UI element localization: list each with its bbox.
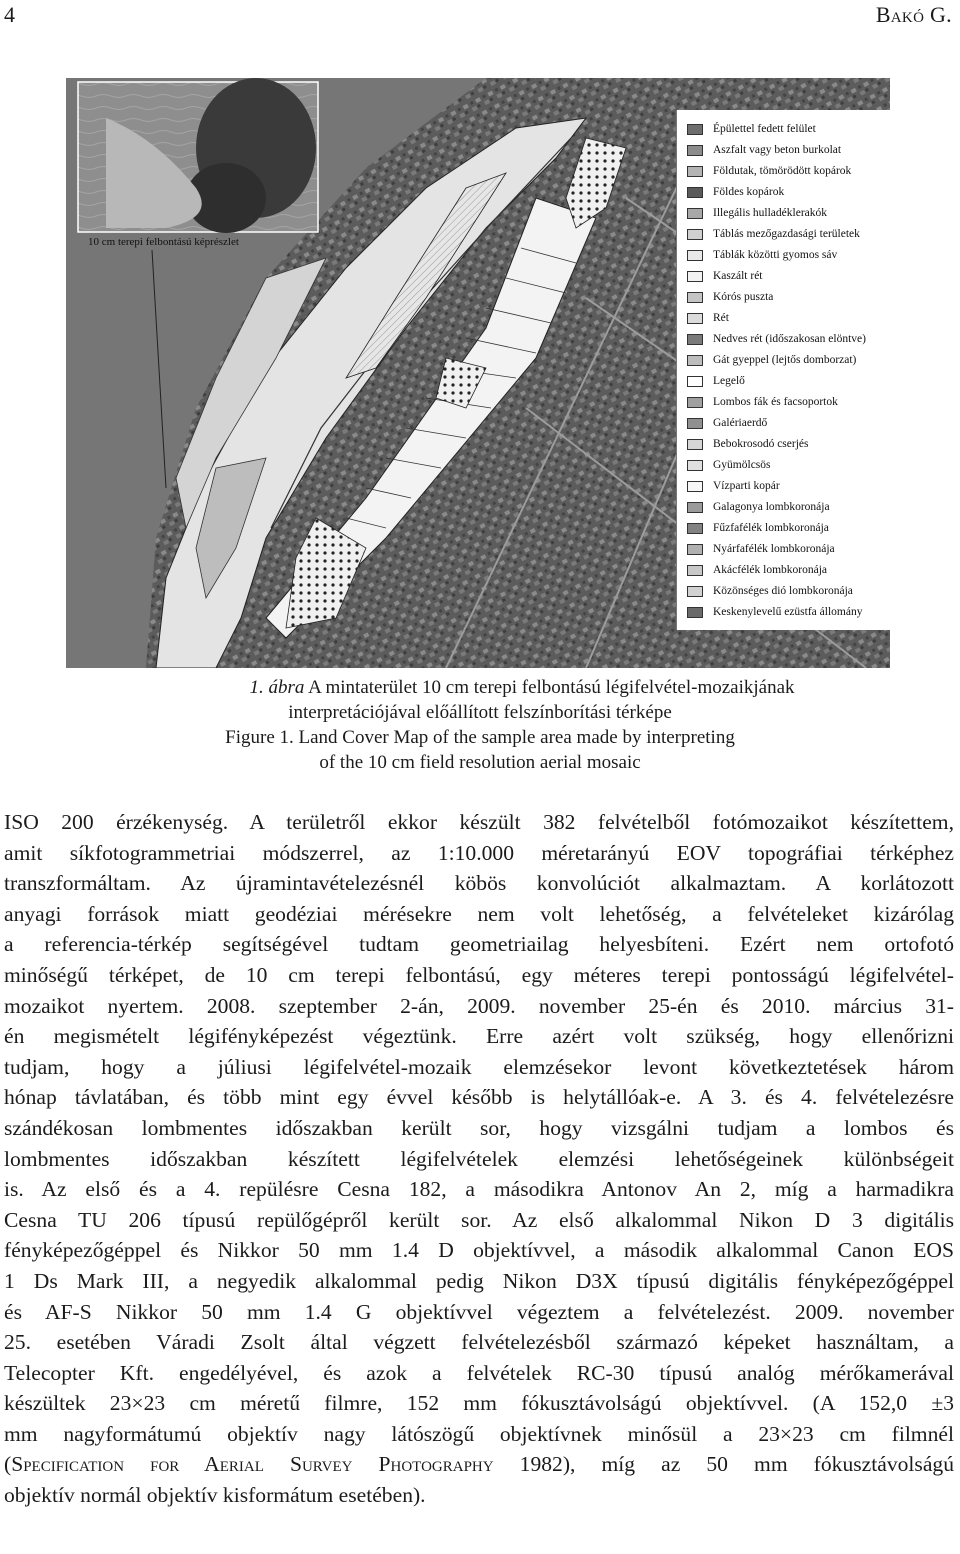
legend-swatch (687, 166, 703, 177)
text-line: transzformáltam. Az újramintavételezésnél köbös konvolúciót alkalmaztam. A korlátozott (4, 871, 954, 896)
text-line: és AF-S Nikkor 50 mm 1.4 G objektívvel végeztem a felvételezést. 2009. november (4, 1299, 954, 1324)
legend-swatch (687, 481, 703, 492)
legend-label: Fűzfafélék lombkoronája (713, 522, 829, 534)
caption-en-line2: of the 10 cm field resolution aerial mosaic (319, 752, 641, 773)
legend-label: Legelő (713, 375, 745, 387)
legend-swatch (687, 229, 703, 240)
legend-item (687, 246, 837, 264)
legend-label: Galagonya lombkoronája (713, 501, 830, 513)
legend-item (687, 204, 827, 222)
text-line: fényképezőgéppel és Nikkor 50 mm 1.4 D objektívvel, a második alkalommal Canon EOS (4, 1238, 954, 1263)
legend-swatch (687, 502, 703, 513)
legend-item (687, 435, 809, 453)
map-legend (676, 110, 890, 630)
legend-item (687, 603, 862, 621)
inset-label: 10 cm terepi felbontású képrészlet (88, 236, 239, 248)
legend-label: Gát gyeppel (lejtős domborzat) (713, 354, 857, 366)
legend-swatch (687, 565, 703, 576)
legend-item (687, 309, 729, 327)
caption-hu-label: 1. ábra (249, 677, 305, 698)
legend-swatch (687, 313, 703, 324)
text-line: minőségű térképet, de 10 cm terepi felbontású, egy méteres terepi pontosságú légifelvétel- (4, 962, 954, 987)
legend-label: Földes kopárok (713, 186, 785, 198)
legend-label: Kórós puszta (713, 291, 774, 303)
text-line: amit síkfotogrammetriai módszerrel, az 1:10.000 méretarányú EOV topográfiai térképhez (4, 840, 954, 865)
legend-item (687, 351, 856, 369)
legend-item (687, 414, 767, 432)
legend-label: Aszfalt vagy beton burkolat (713, 144, 842, 156)
legend-item (687, 141, 841, 159)
caption-hu-line2: interpretációjával előállított felszínborítási térképe (288, 702, 672, 723)
legend-item (687, 267, 763, 285)
legend-swatch (687, 124, 703, 135)
legend-item (687, 456, 771, 474)
caption-hu-text: A mintaterület 10 cm terepi felbontású légifelvétel-mozaikjának (304, 677, 795, 698)
text-line: anyagi források miatt geodéziai mérésekre nem volt lehetőség, a felvételeket kizárólag (4, 901, 954, 926)
land-cover-map-figure (66, 78, 890, 668)
text-line: 1 Ds Mark III, a negyedik alkalommal pedig Nikon D3X típusú digitális fényképezőgéppel (4, 1268, 954, 1293)
legend-label: Közönséges dió lombkoronája (713, 585, 853, 597)
text-line: 25. esetében Váradi Zsolt által végzett felvételezésből származó képeket használtam, a (4, 1330, 954, 1355)
caption-hu-line1 (0, 675, 960, 700)
text-line: hónap távlatában, és több mint egy évvel később is helytállóak-e. A 3. és 4. felvételezésre (4, 1085, 954, 1110)
legend-item (687, 183, 784, 201)
legend-item (687, 393, 838, 411)
legend-swatch (687, 376, 703, 387)
figure-caption (0, 675, 960, 775)
legend-swatch (687, 607, 703, 618)
legend-label: Galériaerdő (713, 417, 768, 429)
legend-label: Rét (713, 312, 729, 324)
legend-item (687, 162, 851, 180)
legend-swatch (687, 586, 703, 597)
legend-swatch (687, 355, 703, 366)
legend-swatch (687, 397, 703, 408)
text-line: készültek 23×23 cm méretű filmre, 152 mm fókusztávolságú objektívvel. (A 152,0 ±3 (4, 1391, 954, 1416)
legend-label: Gyümölcsös (713, 459, 771, 471)
citation-title: Specification for Aerial Survey Photography (11, 1452, 494, 1477)
legend-label: Akácfélék lombkoronája (713, 564, 827, 576)
caption-en-line1: Figure 1. Land Cover Map of the sample area made by interpreting (225, 727, 735, 748)
text-line: objektív normál objektív kisformátum esetében). (4, 1483, 426, 1508)
legend-swatch (687, 544, 703, 555)
legend-item (687, 372, 745, 390)
legend-item (687, 120, 816, 138)
legend-swatch (687, 460, 703, 471)
text-line: mozaikot nyertem. 2008. szeptember 2-án, 2009. november 25-én és 2010. március 31- (4, 993, 954, 1018)
page-number: 4 (4, 2, 15, 27)
legend-item (687, 561, 827, 579)
legend-label: Keskenylevelű ezüstfa állomány (713, 606, 863, 618)
text-line: a referencia-térkép segítségével tudtam geometriailag helyesbíteni. Ezért nem ortofotó (4, 932, 954, 957)
citation-open: ( (4, 1452, 12, 1477)
legend-item (687, 225, 860, 243)
citation-rest: 1982), míg az 50 mm fókusztávolságú (493, 1452, 955, 1477)
text-line: mm nagyformátumú objektív nagy látószögű objektívnek minősül a 23×23 cm filmnél (4, 1421, 954, 1446)
legend-label: Táblás mezőgazdasági területek (713, 228, 860, 240)
legend-item (687, 540, 835, 558)
text-line: Telecopter Kft. engedélyével, és azok a felvételek RC-30 típusú analóg mérőkamerával (4, 1360, 954, 1385)
text-line: szándékosan lombmentes időszakban került sor, hogy vizsgálni tudjam a lombos és (4, 1115, 954, 1140)
legend-label: Földutak, tömörödött kopárok (713, 165, 852, 177)
legend-label: Vízparti kopár (713, 480, 780, 492)
text-line: én megismételt légifényképezést végeztünk. Erre azért volt szükség, hogy ellenőrizni (4, 1024, 954, 1049)
legend-label: Nedves rét (időszakosan elöntve) (713, 333, 866, 345)
legend-label: Táblák közötti gyomos sáv (713, 249, 838, 261)
legend-swatch (687, 250, 703, 261)
text-line: Cesna TU 206 típusú repülőgépről került sor. Az első alkalommal Nikon D 3 digitális (4, 1207, 954, 1232)
legend-label: Kaszált rét (713, 270, 763, 282)
legend-item (687, 330, 866, 348)
legend-label: Épülettel fedett felület (713, 123, 816, 135)
legend-swatch (687, 271, 703, 282)
legend-swatch (687, 208, 703, 219)
legend-item (687, 498, 830, 516)
legend-label: Lombos fák és facsoportok (713, 396, 838, 408)
text-line: lombmentes időszakban készített légifelvételek elemzési lehetőségeinek különbségeit (4, 1146, 954, 1171)
text-line: tudjam, hogy a júliusi légifelvétel-mozaik elemzésekor levont következtetések három (4, 1054, 954, 1079)
text-line: is. Az első és a 4. repülésre Cesna 182, a másodikra Antonov An 2, míg a harmadikra (4, 1177, 954, 1202)
legend-swatch (687, 292, 703, 303)
page-header (0, 0, 960, 40)
legend-swatch (687, 523, 703, 534)
legend-swatch (687, 439, 703, 450)
legend-label: Bebokrosodó cserjés (713, 438, 809, 450)
legend-swatch (687, 187, 703, 198)
legend-label: Illegális hulladéklerakók (713, 207, 828, 219)
legend-swatch (687, 334, 703, 345)
legend-item (687, 288, 773, 306)
legend-item (687, 519, 829, 537)
legend-item (687, 477, 780, 495)
legend-swatch (687, 418, 703, 429)
legend-swatch (687, 145, 703, 156)
body-paragraph (4, 807, 954, 1511)
text-line: ISO 200 érzékenység. A területről ekkor készült 382 felvételből fotómozaikot készítettem, (4, 810, 954, 834)
text-line-citation (4, 1449, 954, 1480)
legend-label: Nyárfafélék lombkoronája (713, 543, 835, 555)
legend-item (687, 582, 853, 600)
running-head: Bakó G. (875, 2, 952, 27)
